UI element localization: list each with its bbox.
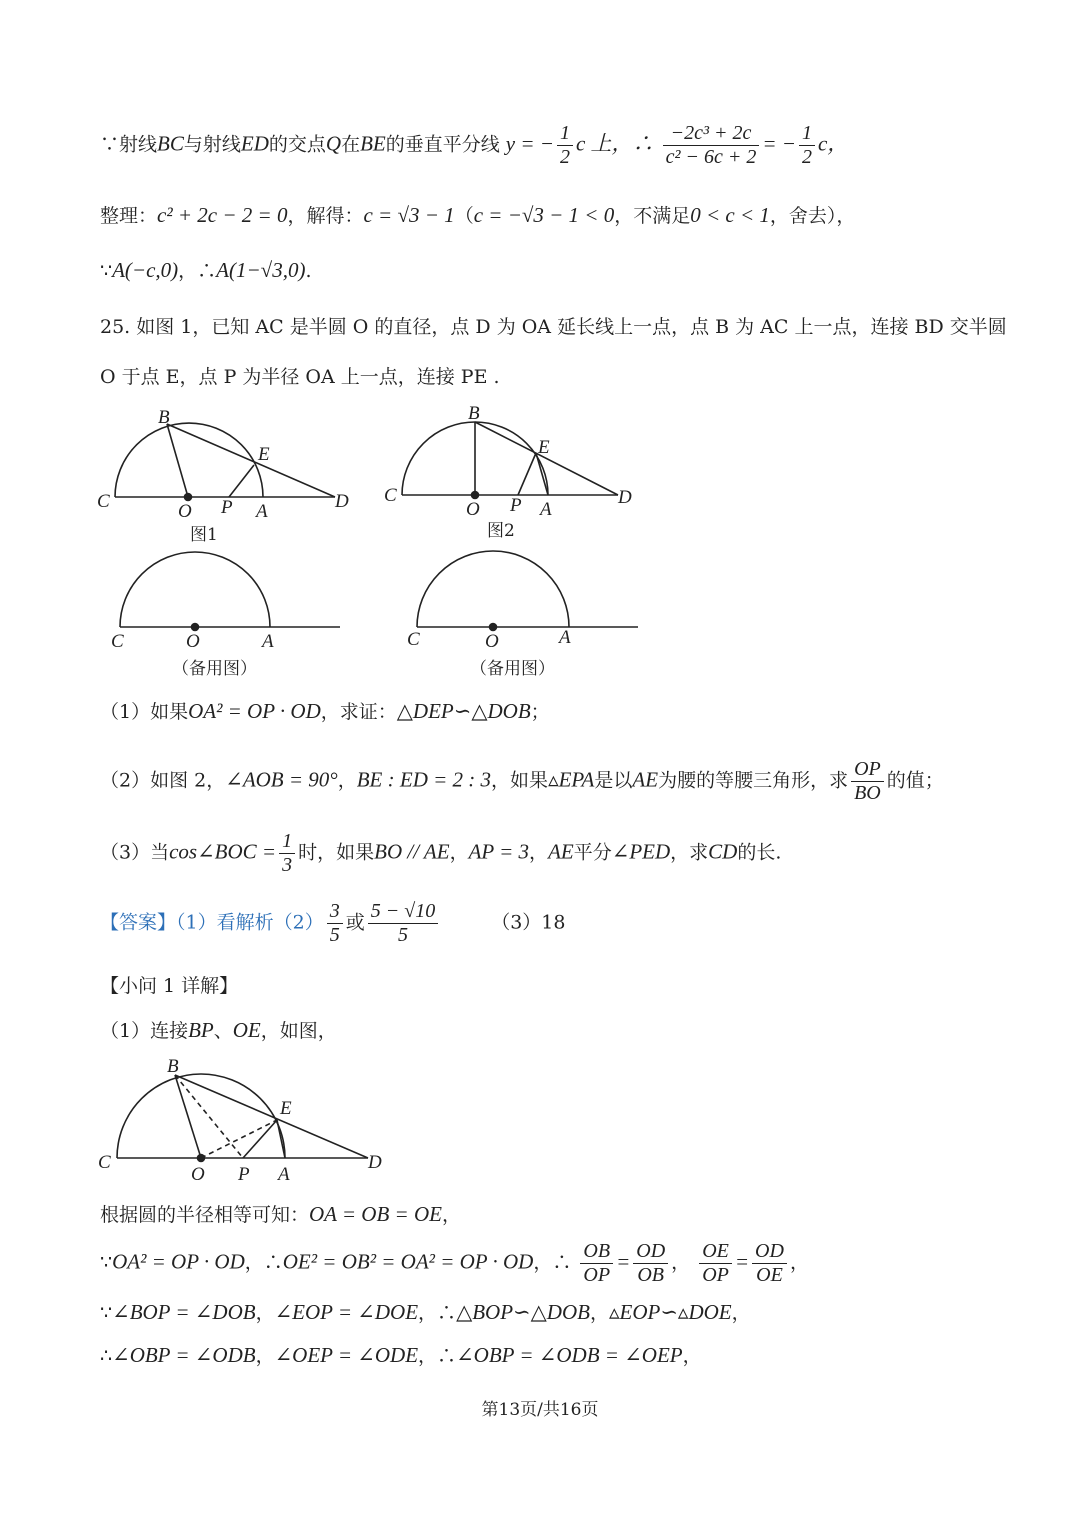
math: OA² = OP · OD — [112, 1249, 245, 1274]
math: = − — [762, 131, 796, 156]
segment-bo — [175, 1075, 201, 1158]
numerator: OD — [633, 1240, 668, 1264]
fraction — [699, 1240, 732, 1287]
text: （1）看解析（2） — [176, 911, 324, 934]
semicircle — [417, 551, 569, 627]
label-a: A — [540, 499, 552, 520]
text: 的垂直平分线 — [385, 133, 500, 156]
center-point — [198, 1155, 205, 1162]
fraction — [368, 900, 438, 947]
math: ▵EOP∽▵DOE — [608, 1300, 732, 1324]
math: BE : ED = 2 : 3 — [356, 767, 492, 792]
math: ∠PED — [611, 839, 671, 864]
text: 为腰的等腰三角形，求 — [658, 769, 849, 792]
spare-figure-1-labels — [111, 631, 274, 679]
label-c: C — [98, 1152, 111, 1173]
numerator: 1 — [799, 122, 815, 146]
text: ，如果 — [491, 769, 549, 792]
text: . — [305, 260, 312, 282]
text: 或 — [345, 911, 365, 934]
figure-caption: （备用图） — [470, 659, 555, 679]
text: 在 — [341, 133, 361, 156]
solution-line-4 — [100, 1302, 751, 1323]
math: Q — [325, 131, 342, 156]
text: 的值； — [886, 769, 944, 792]
text: ，∴ — [178, 260, 217, 282]
solution-line-5 — [100, 1345, 702, 1366]
segment-ae — [536, 453, 548, 495]
text: （1）如果 — [100, 701, 189, 723]
math: = — [616, 1249, 631, 1274]
math: ∠OBP = ∠ODB = ∠OEP — [456, 1343, 683, 1367]
math: CD — [708, 839, 738, 864]
segment-pe — [229, 465, 254, 497]
label-a: A — [262, 631, 274, 652]
math: △DEP∽△DOB — [396, 699, 531, 723]
text: 时，如果 — [298, 841, 375, 864]
fraction — [327, 900, 343, 947]
question-25-line-1: 25. 如图 1，已知 AC 是半圆 O 的直径，点 D 为 OA 延长线上一点，点 B 为 AC 上一点，连接 BD 交半圆 — [100, 316, 1007, 338]
text: ，∴ — [244, 1251, 283, 1274]
numerator: OD — [752, 1240, 787, 1264]
label-c: C — [97, 491, 110, 512]
math: ▵EPA — [548, 767, 595, 792]
numerator: OP — [851, 758, 884, 782]
fraction — [557, 122, 573, 169]
numerator: OB — [580, 1240, 613, 1264]
label-b: B — [468, 403, 480, 424]
segment-bd — [167, 424, 335, 497]
label-o: O — [186, 631, 200, 652]
segment-pe — [518, 453, 536, 495]
figure-2-labels — [384, 403, 632, 541]
math: OA² = OP · OD — [188, 699, 321, 723]
label-d: D — [618, 487, 632, 508]
denominator: 2 — [559, 146, 570, 168]
fraction — [752, 1240, 787, 1287]
segment-ae — [277, 1120, 285, 1158]
text: 整理： — [100, 205, 158, 227]
sub-question-1 — [100, 701, 550, 722]
spare-figure-2-labels — [407, 627, 571, 679]
text: ，求证： — [320, 701, 397, 723]
label-a: A — [256, 501, 268, 522]
text: ， — [337, 769, 357, 792]
math: OE² = OB² = OA² = OP · OD — [282, 1249, 534, 1274]
numerator: 5 − √10 — [368, 900, 438, 924]
page-footer: 第13页/共16页 — [481, 1400, 599, 1420]
label-d: D — [335, 491, 349, 512]
segment-pe — [243, 1120, 277, 1158]
denominator: BO — [854, 782, 881, 804]
denominator: 3 — [282, 854, 293, 876]
text: （1）连接 — [100, 1020, 189, 1042]
text: 、 — [213, 1020, 233, 1042]
dashed-bp — [175, 1075, 243, 1158]
math: ∠OBP = ∠ODB — [112, 1343, 256, 1367]
solution-line-3 — [100, 1240, 809, 1287]
text: （2）如图 2， — [100, 769, 226, 792]
label-p: P — [238, 1164, 250, 1185]
figure-1-labels — [97, 407, 349, 545]
text: 平分 — [573, 841, 612, 864]
denominator: 5 — [329, 924, 340, 946]
fraction — [279, 830, 295, 877]
figures-problem — [0, 395, 1080, 695]
text: ， — [255, 1302, 275, 1324]
math: ∠AOB = 90° — [225, 767, 338, 792]
math: AP = 3 — [468, 839, 530, 864]
text: 根据圆的半径相等可知： — [100, 1204, 310, 1226]
text: ； — [530, 701, 550, 723]
fraction — [663, 122, 760, 169]
denominator: OP — [583, 1264, 611, 1286]
text: ∵ — [100, 260, 113, 282]
label-b: B — [167, 1056, 179, 1077]
label-p: P — [510, 495, 522, 516]
answer-line — [100, 900, 565, 947]
figure-1 — [115, 423, 335, 500]
math: OA = OB = OE — [309, 1202, 442, 1226]
fraction — [580, 1240, 613, 1287]
math: BC — [157, 131, 184, 156]
figure-2 — [402, 422, 618, 499]
sub-question-3 — [100, 830, 781, 877]
spare-figure-2 — [417, 551, 638, 631]
text: ， — [529, 841, 549, 864]
math: BP — [188, 1018, 214, 1042]
sub-heading: 【小问 1 详解】 — [100, 975, 239, 997]
label-c: C — [407, 629, 420, 650]
math: A(−c,0) — [112, 258, 179, 282]
math: cos∠BOC = — [169, 839, 277, 864]
text: ，求 — [670, 841, 709, 864]
text: ，∴ — [418, 1302, 457, 1324]
text: ， — [731, 1302, 751, 1324]
math: = — [734, 1249, 750, 1274]
math: A(1−√3,0) — [216, 258, 306, 282]
text: ， — [671, 1251, 691, 1274]
text: 的长. — [737, 841, 782, 864]
math: c² + 2c − 2 = 0 — [157, 203, 288, 227]
figure-caption: 图1 — [190, 525, 218, 545]
sub-question-2 — [100, 758, 944, 805]
math: AE — [632, 767, 659, 792]
fraction — [851, 758, 884, 805]
solution-line-2 — [100, 1204, 461, 1225]
text: （ — [454, 205, 474, 227]
figure-solution — [90, 1050, 490, 1190]
question-25-line-2: O 于点 E，点 P 为半径 OA 上一点，连接 PE . — [100, 366, 500, 388]
text: ，解得： — [287, 205, 364, 227]
label-e: E — [280, 1098, 292, 1119]
label-o: O — [466, 499, 480, 520]
text: 是以 — [594, 769, 633, 792]
text: ∵射线 — [100, 133, 158, 156]
text: ∴ — [100, 1345, 113, 1367]
text: ，∴ — [418, 1345, 457, 1367]
label-d: D — [368, 1152, 382, 1173]
segment-bd — [175, 1075, 368, 1158]
math: ED — [240, 131, 269, 156]
denominator: 5 — [397, 924, 408, 946]
label-o: O — [178, 501, 192, 522]
label-o: O — [191, 1164, 205, 1185]
math: ∠OEP = ∠ODE — [274, 1343, 419, 1367]
line-3 — [100, 260, 311, 281]
text: ， — [682, 1345, 702, 1367]
label-e: E — [258, 444, 270, 465]
label-a: A — [559, 627, 571, 648]
center-point — [490, 624, 497, 631]
numerator: 1 — [279, 830, 295, 854]
solution-line-1 — [100, 1020, 337, 1041]
figure-caption: （备用图） — [172, 659, 257, 679]
label-a: A — [278, 1164, 290, 1185]
math: y = − — [505, 131, 554, 156]
answer-tag: 【答案】 — [100, 911, 177, 934]
math: c， — [817, 131, 849, 156]
math: 0 < c < 1 — [690, 203, 770, 227]
denominator: 2 — [801, 146, 812, 168]
math: ∠BOP = ∠DOB — [112, 1300, 256, 1324]
denominator: OE — [756, 1264, 783, 1286]
center-point — [472, 492, 479, 499]
numerator: OE — [699, 1240, 732, 1264]
line-2 — [100, 205, 855, 226]
text: ， — [255, 1345, 275, 1367]
center-point — [192, 624, 199, 631]
math: ∠EOP = ∠DOE — [274, 1300, 419, 1324]
numerator: 3 — [327, 900, 343, 924]
text: ， — [441, 1204, 461, 1226]
spare-figure-1 — [120, 552, 340, 631]
segment-bo — [167, 424, 188, 497]
fraction — [799, 122, 815, 169]
text: ∵ — [100, 1302, 113, 1324]
math: c = −√3 − 1 < 0 — [473, 203, 615, 227]
center-point — [185, 494, 192, 501]
denominator: OP — [702, 1264, 729, 1286]
text: ∵ — [100, 1251, 113, 1274]
text: ，舍去）， — [769, 205, 856, 227]
label-c: C — [384, 485, 397, 506]
text: ， — [449, 841, 469, 864]
numerator: 1 — [557, 122, 573, 146]
text: （3）18 — [491, 911, 566, 934]
text: 与射线 — [183, 133, 241, 156]
text: ， — [589, 1302, 609, 1324]
math: BE — [360, 131, 386, 156]
label-b: B — [158, 407, 170, 428]
math: BO // AE — [374, 839, 450, 864]
text: ，不满足 — [614, 205, 691, 227]
numerator: −2c³ + 2c — [663, 122, 760, 146]
denominator: OB — [637, 1264, 665, 1286]
fraction — [633, 1240, 668, 1287]
text: （3）当 — [100, 841, 170, 864]
denominator: c² − 6c + 2 — [665, 146, 757, 168]
math: OE — [232, 1018, 261, 1042]
math: △BOP∽△DOB — [456, 1300, 590, 1324]
label-o: O — [485, 631, 499, 652]
math: c 上，∴ — [575, 131, 654, 156]
figure-caption: 图2 — [487, 521, 515, 541]
line-1 — [100, 122, 848, 169]
text: ， — [789, 1251, 809, 1274]
label-e: E — [538, 437, 550, 458]
label-c: C — [111, 631, 124, 652]
text: ，如图， — [260, 1020, 337, 1042]
math: c = √3 − 1 — [363, 203, 455, 227]
label-p: P — [221, 497, 233, 518]
text: 的交点 — [268, 133, 326, 156]
text: ，∴ — [533, 1251, 572, 1274]
semicircle — [120, 552, 270, 627]
math: AE — [548, 839, 574, 864]
